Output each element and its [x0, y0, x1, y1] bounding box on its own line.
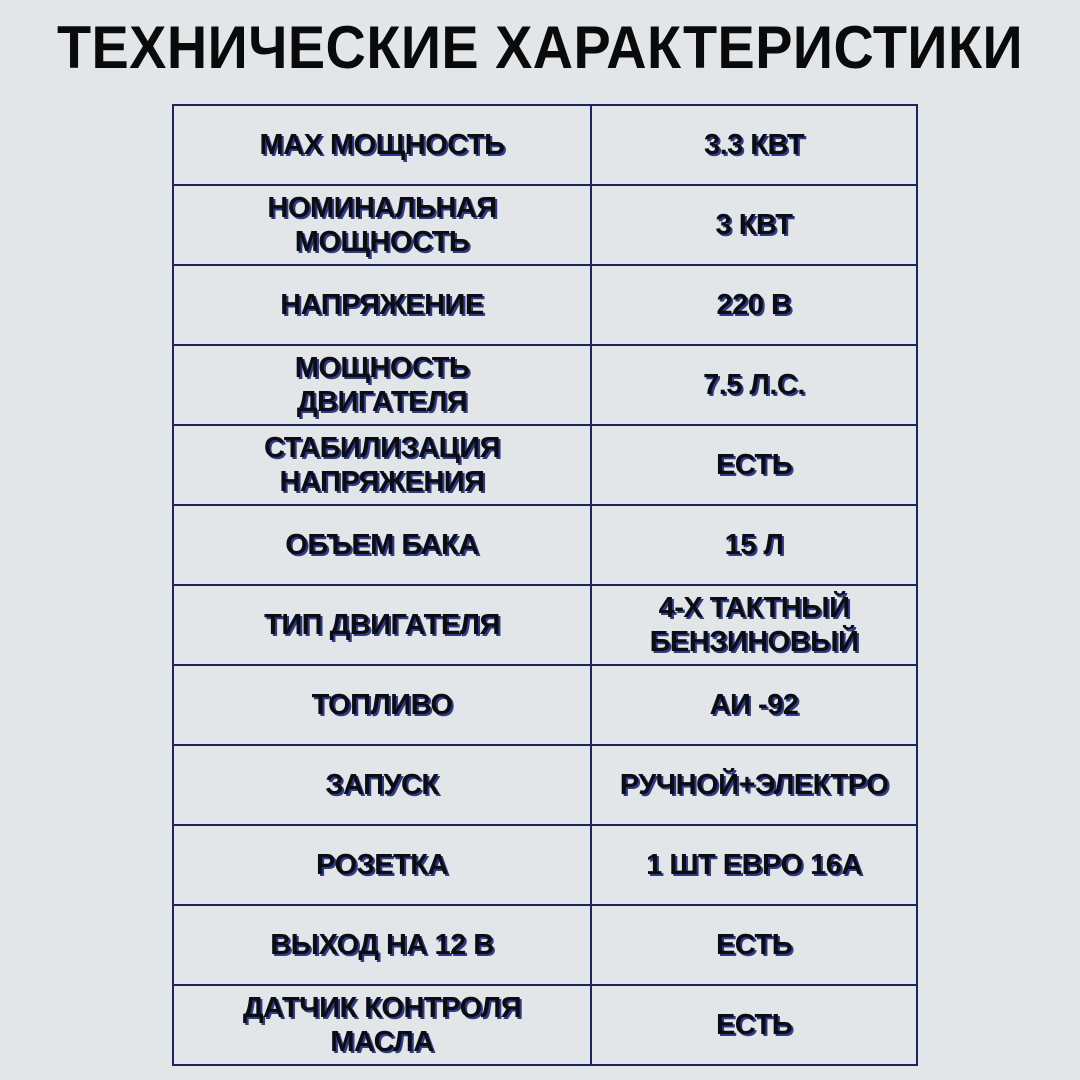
- table-row: [173, 425, 917, 505]
- spec-value-fuel: АИ -92: [591, 665, 917, 745]
- spec-value-rated-power: 3 КВТ: [591, 185, 917, 265]
- spec-value-max-power: 3.3 КВТ: [591, 105, 917, 185]
- spec-label-engine-power: МОЩНОСТЬ ДВИГАТЕЛЯ: [173, 345, 591, 425]
- table-row: [173, 985, 917, 1065]
- spec-label-max-power: MAX МОЩНОСТЬ: [173, 105, 591, 185]
- spec-label-voltage: НАПРЯЖЕНИЕ: [173, 265, 591, 345]
- table-row: [173, 665, 917, 745]
- spec-value-start: РУЧНОЙ+ЭЛЕКТРО: [591, 745, 917, 825]
- table-row: [173, 345, 917, 425]
- table-row: [173, 745, 917, 825]
- spec-value-oil-sensor: ЕСТЬ: [591, 985, 917, 1065]
- spec-label-voltage-stabilization: СТАБИЛИЗАЦИЯ НАПРЯЖЕНИЯ: [173, 425, 591, 505]
- spec-value-engine-power: 7.5 Л.С.: [591, 345, 917, 425]
- spec-label-start: ЗАПУСК: [173, 745, 591, 825]
- specifications-table: [172, 104, 918, 1066]
- table-row: [173, 505, 917, 585]
- spec-value-engine-type: 4-Х ТАКТНЫЙ БЕНЗИНОВЫЙ: [591, 585, 917, 665]
- spec-value-voltage-stabilization: ЕСТЬ: [591, 425, 917, 505]
- spec-value-tank-volume: 15 Л: [591, 505, 917, 585]
- page-title: ТЕХНИЧЕСКИЕ ХАРАКТЕРИСТИКИ: [56, 14, 1024, 81]
- table-row: [173, 825, 917, 905]
- spec-value-voltage: 220 В: [591, 265, 917, 345]
- spec-label-rated-power: НОМИНАЛЬНАЯ МОЩНОСТЬ: [173, 185, 591, 265]
- spec-label-oil-sensor: ДАТЧИК КОНТРОЛЯ МАСЛА: [173, 985, 591, 1065]
- spec-label-fuel: ТОПЛИВО: [173, 665, 591, 745]
- spec-value-socket: 1 ШТ ЕВРО 16А: [591, 825, 917, 905]
- table-row: [173, 905, 917, 985]
- spec-label-tank-volume: ОБЪЕМ БАКА: [173, 505, 591, 585]
- table-row: [173, 185, 917, 265]
- table-row: [173, 105, 917, 185]
- spec-value-12v-output: ЕСТЬ: [591, 905, 917, 985]
- spec-label-engine-type: ТИП ДВИГАТЕЛЯ: [173, 585, 591, 665]
- table-row: [173, 585, 917, 665]
- table-row: [173, 265, 917, 345]
- spec-label-socket: РОЗЕТКА: [173, 825, 591, 905]
- spec-label-12v-output: ВЫХОД НА 12 В: [173, 905, 591, 985]
